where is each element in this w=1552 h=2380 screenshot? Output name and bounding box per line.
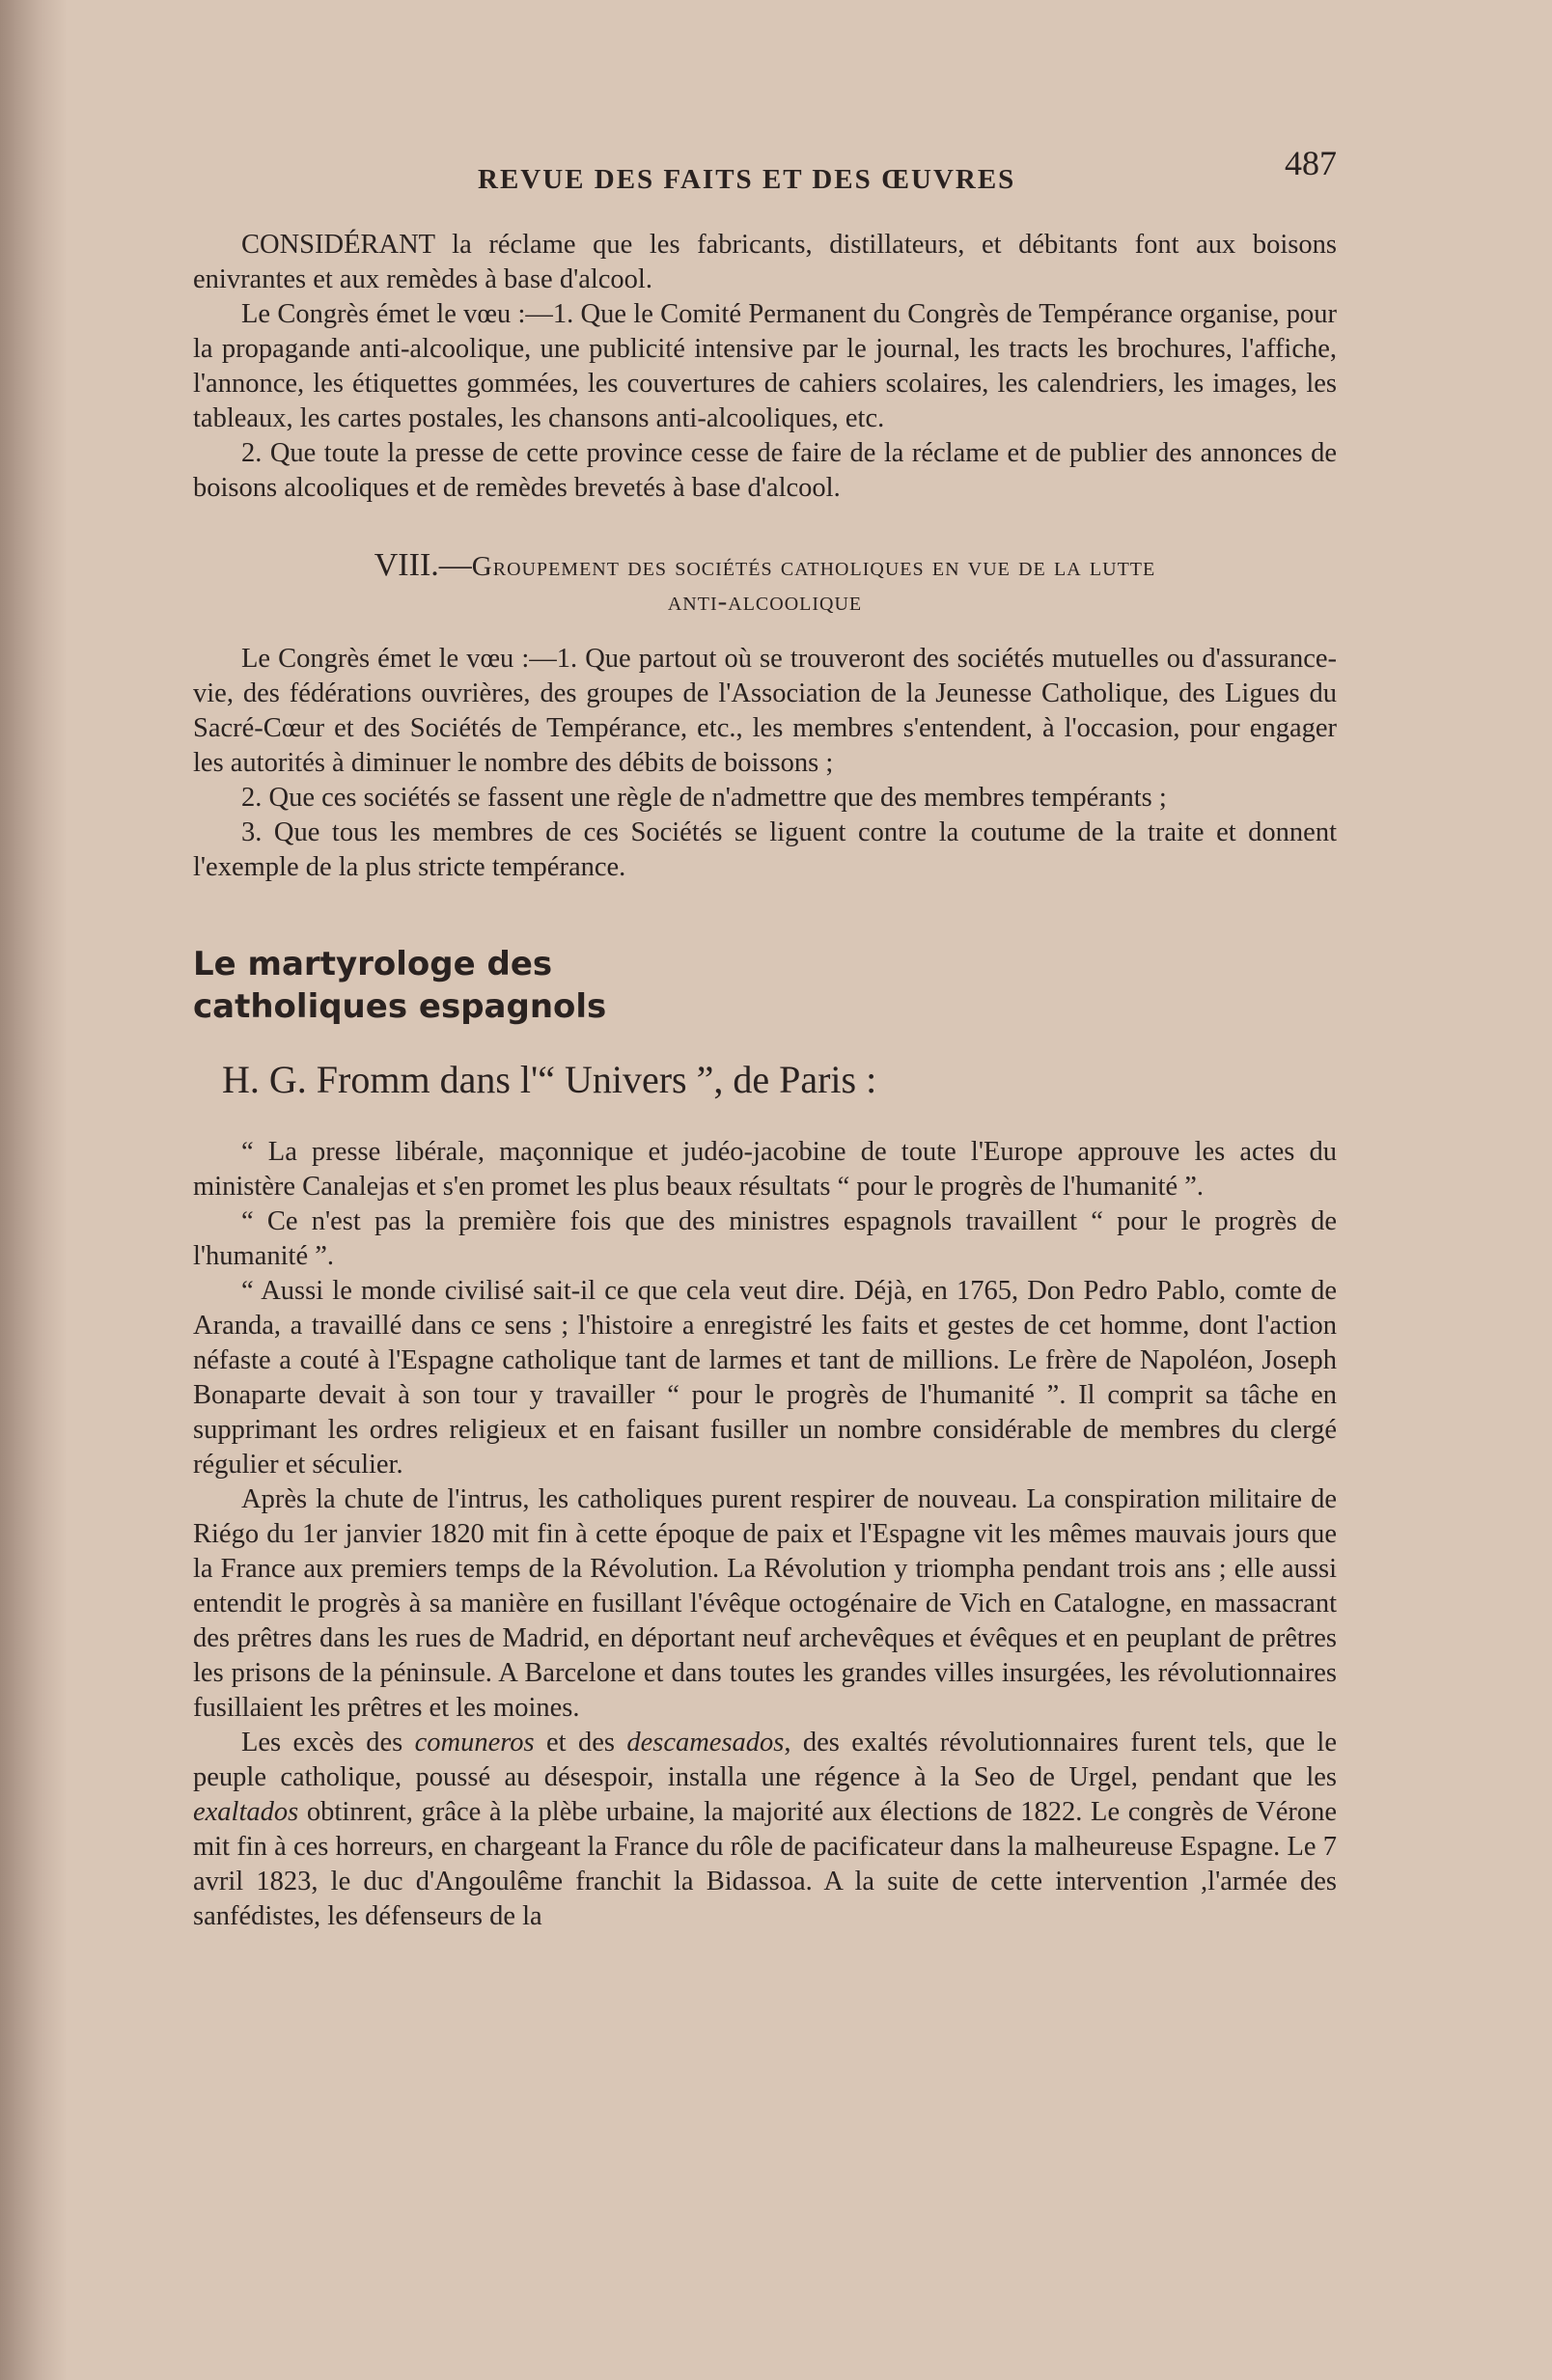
page xyxy=(193,135,1337,2258)
section-body xyxy=(193,642,1337,885)
section-heading-line xyxy=(193,548,1337,584)
italic-term: comuneros xyxy=(414,1728,535,1757)
text-run: obtinrent, grâce à la plèbe urbaine, la majorité aux élections de 1822. Le congrès de Vérone mit fin à ces horreurs, en chargeant la France du rôle de pacificateur dans la malheureuse Espagne. Le 7 avril 1823, le duc d'Angoulême franchit la Bidassoa. A la suite de cette intervention ,l'armée des sanfédistes, les défenseurs de la xyxy=(193,1797,1337,1931)
paragraph: Le Congrès émet le vœu :—1. Que partout où se trouveront des sociétés mutuelles ou d'assurance-vie, des fédérations ouvrières, des groupes de l'Association de la Jeunesse Catholique, des Ligues du Sacré-Cœur et des Sociétés de Tempérance, etc., les membres s'entendent, à l'occasion, pour engager les autorités à diminuer le nombre des débits de boissons ; xyxy=(193,644,1337,778)
book-spine-shadow xyxy=(0,0,68,2380)
paragraph: “ La presse libérale, maçonnique et judéo-jacobine de toute l'Europe approuve les actes du ministère Canalejas et s'en promet les plus beaux résultats “ pour le progrès de l'humanité ”. xyxy=(193,1137,1337,1202)
article-title xyxy=(193,943,772,1028)
article-byline: H. G. Fromm dans l'“ Univers ”, de Paris : xyxy=(222,1058,877,1101)
text-run: , des exaltés révolutionnaires furent tels, que le peuple catholique, poussé au désespoir, installa une régence à la Seo de Urgel, pendant que les xyxy=(193,1728,1337,1792)
article-title-line2: catholiques espagnols xyxy=(193,987,607,1026)
article-title-line1: Le martyrologe des xyxy=(193,945,553,983)
section-title-line2: anti-alcoolique xyxy=(667,586,863,617)
paragraph: “ Aussi le monde civilisé sait-il ce que cela veut dire. Déjà, en 1765, Don Pedro Pablo, comte de Aranda, a travaillé dans ce sens ; l'histoire a enregistré les faits et gestes de cet homme, dont l'action néfaste a couté à l'Espagne catholique tant de larmes et tant de millions. Le frère de Napoléon, Joseph Bonaparte devait à son tour y travailler “ pour le progrès de l'humanité ”. Il comprit sa tâche en supprimant les ordres religieux et en faisant fusiller un nombre considérable de membres du clergé régulier et séculier. xyxy=(193,1276,1337,1480)
article-body xyxy=(193,1135,1337,1934)
section-heading xyxy=(193,548,1337,619)
paragraph: 2. Que toute la presse de cette province cesse de faire de la réclame et de publier des annonces de boisons alcooliques et de remèdes brevetés à base d'alcool. xyxy=(193,438,1337,503)
section-title-line1: Groupement des sociétés catholiques en vue de la lutte xyxy=(471,551,1156,582)
paragraph: 2. Que ces sociétés se fassent une règle de n'admettre que des membres tempérants ; xyxy=(241,783,1167,813)
page-number: 487 xyxy=(1285,144,1337,182)
paragraph xyxy=(193,1726,1337,1934)
resolution-block xyxy=(193,228,1337,506)
paragraph: 3. Que tous les membres de ces Sociétés se liguent contre la coutume de la traite et donnent l'exemple de la plus stricte tempérance. xyxy=(193,817,1337,882)
italic-term: exaltados xyxy=(193,1797,299,1827)
paragraph: “ Ce n'est pas la première fois que des ministres espagnols travaillent “ pour le progrès de l'humanité ”. xyxy=(193,1206,1337,1271)
page-header xyxy=(193,135,1337,212)
paragraph: Le Congrès émet le vœu :—1. Que le Comité Permanent du Congrès de Tempérance organise, pour la propagande anti-alcoolique, une publicité intensive par le journal, les tracts les brochures, l'affiche, l'annonce, les étiquettes gommées, les couvertures de cahiers scolaires, les calendriers, les images, les tableaux, les cartes postales, les chansons anti-alcooliques, etc. xyxy=(193,299,1337,433)
paragraph: Après la chute de l'intrus, les catholiques purent respirer de nouveau. La conspiration militaire de Riégo du 1er janvier 1820 mit fin à cette époque de paix et l'Espagne vit les mêmes mauvais jours que la France aux premiers temps de la Révolution. La Révolution y triompha pendant trois ans ; elle aussi entendit le progrès à sa manière en fusillant l'évêque octogénaire de Vich en Catalogne, en massacrant des prêtres dans les rues de Madrid, en déportant neuf archevêques et évêques et en peuplant de prêtres les prisons de la péninsule. A Barcelone et dans toutes les grandes villes insurgées, les révolutionnaires fusillaient les prêtres et les moines. xyxy=(193,1484,1337,1723)
paragraph: CONSIDÉRANT la réclame que les fabricants, distillateurs, et débitants font aux boisons enivrantes et aux remèdes à base d'alcool. xyxy=(193,230,1337,294)
section-number: VIII.— xyxy=(374,547,472,583)
italic-term: descamesados xyxy=(626,1728,785,1757)
text-run: et des xyxy=(534,1728,627,1757)
text-run: Les excès des xyxy=(241,1728,415,1757)
running-title: REVUE DES FAITS ET DES ŒUVRES xyxy=(478,164,1016,195)
